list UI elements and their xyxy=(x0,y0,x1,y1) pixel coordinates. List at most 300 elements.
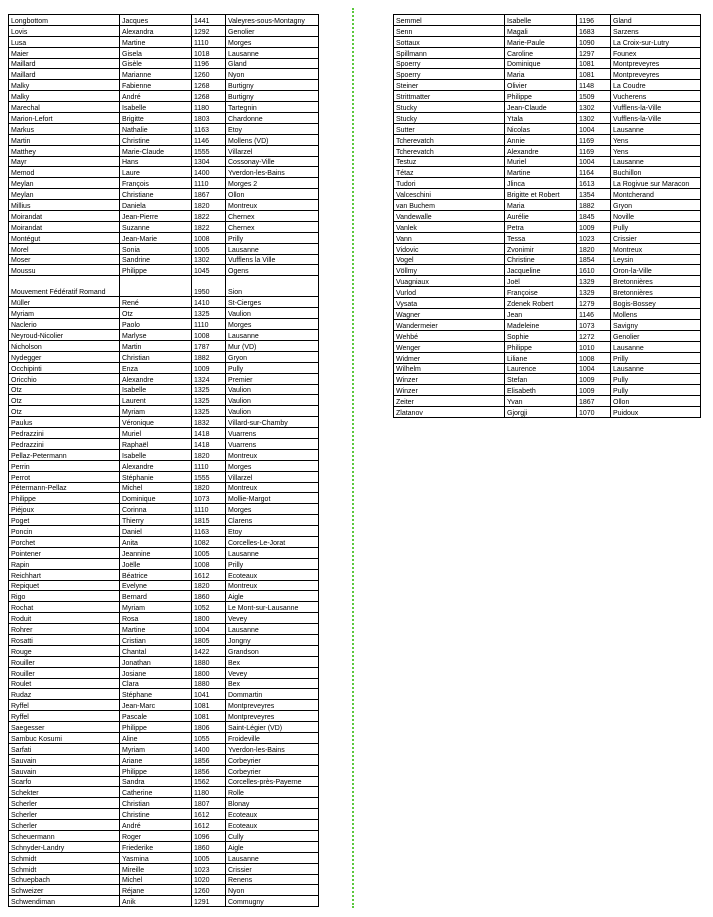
postal-code-cell: 1805 xyxy=(192,634,226,645)
last-name-cell: Rouge xyxy=(9,645,120,656)
last-name-cell: Stucky xyxy=(394,102,505,113)
first-name-cell: Dominique xyxy=(505,58,577,69)
locality-cell: Ecoteaux xyxy=(226,569,319,580)
locality-cell: Clarens xyxy=(226,515,319,526)
last-name-cell: Mouvement Fédératif Romand xyxy=(9,276,120,297)
table-row xyxy=(9,722,319,733)
locality-cell: Montpreveyres xyxy=(226,711,319,722)
postal-code-cell: 1081 xyxy=(577,58,611,69)
table-row xyxy=(9,243,319,254)
first-name-cell: Nathalie xyxy=(120,123,192,134)
locality-cell: Corcelles-près-Payerne xyxy=(226,776,319,787)
first-name-cell: Enza xyxy=(120,362,192,373)
locality-cell: Ollon xyxy=(226,189,319,200)
locality-cell: Valeyres-sous-Montagny xyxy=(226,15,319,26)
locality-cell: Pully xyxy=(611,385,701,396)
last-name-cell: Vanlek xyxy=(394,221,505,232)
last-name-cell: Maier xyxy=(9,47,120,58)
locality-cell: Pully xyxy=(611,221,701,232)
first-name-cell: Philippe xyxy=(120,765,192,776)
first-name-cell: Petra xyxy=(505,221,577,232)
last-name-cell: Pellaz-Petermann xyxy=(9,449,120,460)
first-name-cell: Philippe xyxy=(120,265,192,276)
locality-cell: Montreux xyxy=(226,449,319,460)
first-name-cell: Jean xyxy=(505,309,577,320)
locality-cell: Chardonne xyxy=(226,113,319,124)
locality-cell: Crissier xyxy=(611,232,701,243)
first-name-cell: Christine xyxy=(120,134,192,145)
postal-code-cell: 1260 xyxy=(192,885,226,896)
postal-code-cell: 1010 xyxy=(577,341,611,352)
locality-cell: Etoy xyxy=(226,123,319,134)
postal-code-cell: 1045 xyxy=(192,265,226,276)
first-name-cell: Daniel xyxy=(120,526,192,537)
postal-code-cell: 1163 xyxy=(192,123,226,134)
postal-code-cell: 1509 xyxy=(577,91,611,102)
first-name-cell: Thierry xyxy=(120,515,192,526)
last-name-cell: Otz xyxy=(9,384,120,395)
first-name-cell: Jacqueline xyxy=(505,265,577,276)
table-row xyxy=(9,754,319,765)
table-row xyxy=(9,178,319,189)
last-name-cell: Marion-Lefort xyxy=(9,113,120,124)
first-name-cell: Suzanne xyxy=(120,221,192,232)
table-row xyxy=(9,613,319,624)
postal-code-cell: 1005 xyxy=(192,852,226,863)
locality-cell: Bogis-Bossey xyxy=(611,298,701,309)
table-row xyxy=(9,330,319,341)
postal-code-cell: 1008 xyxy=(192,232,226,243)
locality-cell: Lausanne xyxy=(226,47,319,58)
last-name-cell: Wenger xyxy=(394,341,505,352)
last-name-cell: Winzer xyxy=(394,385,505,396)
first-name-cell: Isabelle xyxy=(120,384,192,395)
last-name-cell: Spoerry xyxy=(394,69,505,80)
table-row xyxy=(9,504,319,515)
postal-code-cell: 1004 xyxy=(577,363,611,374)
first-name-cell: Marlyse xyxy=(120,330,192,341)
table-row xyxy=(9,113,319,124)
first-name-cell: Isabelle xyxy=(505,15,577,26)
postal-code-cell: 1082 xyxy=(192,536,226,547)
last-name-cell: Longbottom xyxy=(9,15,120,26)
last-name-cell: Tétaz xyxy=(394,167,505,178)
postal-code-cell: 1400 xyxy=(192,743,226,754)
last-name-cell: Meylan xyxy=(9,189,120,200)
first-name-cell: Anik xyxy=(120,896,192,907)
table-row xyxy=(9,743,319,754)
last-name-cell: Moussu xyxy=(9,265,120,276)
locality-cell: Chernex xyxy=(226,221,319,232)
locality-cell: St-Cierges xyxy=(226,297,319,308)
first-name-cell: Stéphane xyxy=(120,689,192,700)
locality-cell: Lausanne xyxy=(611,341,701,352)
first-name-cell: Alexandra xyxy=(120,25,192,36)
last-name-cell: Myriam xyxy=(9,308,120,319)
first-name-cell: Stéphanie xyxy=(120,471,192,482)
first-name-cell: Christian xyxy=(120,351,192,362)
locality-cell: Montpreveyres xyxy=(611,58,701,69)
last-name-cell: Poget xyxy=(9,515,120,526)
table-row xyxy=(394,407,701,418)
postal-code-cell: 1612 xyxy=(192,569,226,580)
locality-cell: Vaulion xyxy=(226,406,319,417)
last-name-cell: Neyroud-Nicolier xyxy=(9,330,120,341)
postal-code-cell: 1196 xyxy=(577,15,611,26)
last-name-cell: Rohrer xyxy=(9,624,120,635)
last-name-cell: Moirandat xyxy=(9,211,120,222)
table-row xyxy=(394,15,701,26)
first-name-cell: Martin xyxy=(120,340,192,351)
table-row xyxy=(9,406,319,417)
first-name-cell: Philippe xyxy=(505,91,577,102)
last-name-cell: Nydegger xyxy=(9,351,120,362)
locality-cell: Vaulion xyxy=(226,395,319,406)
postal-code-cell: 1163 xyxy=(192,526,226,537)
postal-code-cell: 1169 xyxy=(577,134,611,145)
table-row xyxy=(9,678,319,689)
first-name-cell: Aurélie xyxy=(505,211,577,222)
last-name-cell: Otz xyxy=(9,406,120,417)
table-row xyxy=(394,36,701,47)
last-name-cell: Müller xyxy=(9,297,120,308)
table-row xyxy=(9,254,319,265)
table-row xyxy=(9,167,319,178)
first-name-cell: Isabelle xyxy=(120,449,192,460)
locality-cell: Sion xyxy=(226,276,319,297)
locality-cell: Founex xyxy=(611,47,701,58)
postal-code-cell: 1005 xyxy=(192,547,226,558)
locality-cell: Lausanne xyxy=(611,123,701,134)
locality-cell: Tartegnin xyxy=(226,102,319,113)
postal-code-cell: 1422 xyxy=(192,645,226,656)
first-name-cell: Maria xyxy=(505,69,577,80)
table-row xyxy=(9,340,319,351)
postal-code-cell: 1354 xyxy=(577,189,611,200)
locality-cell: Lausanne xyxy=(226,243,319,254)
postal-code-cell: 1820 xyxy=(192,200,226,211)
table-row xyxy=(394,319,701,330)
locality-cell: Morges xyxy=(226,460,319,471)
locality-cell: Yverdon-les-Bains xyxy=(226,167,319,178)
locality-cell: Aigle xyxy=(226,841,319,852)
table-row xyxy=(9,841,319,852)
first-name-cell: Marie-Paule xyxy=(505,36,577,47)
last-name-cell: Saegesser xyxy=(9,722,120,733)
last-name-cell: Rigo xyxy=(9,591,120,602)
last-name-cell: Oricchio xyxy=(9,373,120,384)
first-name-cell: Bernard xyxy=(120,591,192,602)
postal-code-cell: 1950 xyxy=(192,276,226,297)
first-name-cell: Jlinca xyxy=(505,178,577,189)
last-name-cell: Rouiller xyxy=(9,656,120,667)
first-name-cell: Sandra xyxy=(120,776,192,787)
locality-cell: Prilly xyxy=(611,352,701,363)
table-row xyxy=(9,885,319,896)
first-name-cell: Yasmina xyxy=(120,852,192,863)
last-name-cell: Meylan xyxy=(9,178,120,189)
postal-code-cell: 1009 xyxy=(577,385,611,396)
table-row xyxy=(394,47,701,58)
postal-code-cell: 1052 xyxy=(192,602,226,613)
last-name-cell: Morel xyxy=(9,243,120,254)
last-name-cell: Rudaz xyxy=(9,689,120,700)
first-name-cell: Gisèle xyxy=(120,58,192,69)
last-name-cell: Vurlod xyxy=(394,287,505,298)
locality-cell: Morges 2 xyxy=(226,178,319,189)
first-name-cell: Otz xyxy=(120,308,192,319)
locality-cell: Montreux xyxy=(226,200,319,211)
postal-code-cell: 1008 xyxy=(192,558,226,569)
first-name-cell: Sandrine xyxy=(120,254,192,265)
table-row xyxy=(9,634,319,645)
table-row xyxy=(394,58,701,69)
first-name-cell: Friederike xyxy=(120,841,192,852)
first-name-cell: Philippe xyxy=(505,341,577,352)
last-name-cell: Pedrazzini xyxy=(9,438,120,449)
last-name-cell: Schekter xyxy=(9,787,120,798)
locality-cell: Buchillon xyxy=(611,167,701,178)
first-name-cell: Alexandre xyxy=(505,145,577,156)
table-row xyxy=(394,330,701,341)
first-name-cell: Sonia xyxy=(120,243,192,254)
table-row xyxy=(9,362,319,373)
locality-cell: Ogens xyxy=(226,265,319,276)
last-name-cell: Pedrazzini xyxy=(9,428,120,439)
last-name-cell: Moser xyxy=(9,254,120,265)
first-name-cell: Christiane xyxy=(120,189,192,200)
postal-code-cell: 1418 xyxy=(192,428,226,439)
locality-cell: Mur (VD) xyxy=(226,340,319,351)
table-row xyxy=(9,591,319,602)
table-row xyxy=(394,298,701,309)
postal-code-cell: 1325 xyxy=(192,384,226,395)
table-row xyxy=(9,809,319,820)
table-row xyxy=(9,25,319,36)
last-name-cell: Malky xyxy=(9,91,120,102)
first-name-cell: Maria xyxy=(505,200,577,211)
table-row xyxy=(394,341,701,352)
locality-cell: Corcelles-Le-Jorat xyxy=(226,536,319,547)
locality-cell: Vufflens-la-Ville xyxy=(611,113,701,124)
locality-cell: Savigny xyxy=(611,319,701,330)
postal-code-cell: 1302 xyxy=(577,113,611,124)
postal-code-cell: 1148 xyxy=(577,80,611,91)
postal-code-cell: 1325 xyxy=(192,406,226,417)
postal-code-cell: 1004 xyxy=(577,156,611,167)
postal-code-cell: 1329 xyxy=(577,287,611,298)
locality-cell: Le Mont-sur-Lausanne xyxy=(226,602,319,613)
last-name-cell: Lusa xyxy=(9,36,120,47)
locality-cell: Chernex xyxy=(226,211,319,222)
table-row xyxy=(9,558,319,569)
postal-code-cell: 1304 xyxy=(192,156,226,167)
column-divider xyxy=(352,8,354,908)
first-name-cell: Alexandre xyxy=(120,373,192,384)
table-row xyxy=(9,460,319,471)
first-name-cell: Jean-Marie xyxy=(120,232,192,243)
table-row xyxy=(394,254,701,265)
table-row xyxy=(394,211,701,222)
postal-code-cell: 1610 xyxy=(577,265,611,276)
table-row xyxy=(394,25,701,36)
table-row xyxy=(9,711,319,722)
last-name-cell: Tcherevatch xyxy=(394,145,505,156)
last-name-cell: van Buchem xyxy=(394,200,505,211)
table-row xyxy=(9,787,319,798)
postal-code-cell: 1279 xyxy=(577,298,611,309)
table-row xyxy=(9,526,319,537)
last-name-cell: Scherler xyxy=(9,798,120,809)
table-row xyxy=(394,363,701,374)
postal-code-cell: 1867 xyxy=(577,396,611,407)
last-name-cell: Vandewalle xyxy=(394,211,505,222)
last-name-cell: Tcherevatch xyxy=(394,134,505,145)
table-row xyxy=(9,536,319,547)
table-row xyxy=(9,91,319,102)
postal-code-cell: 1441 xyxy=(192,15,226,26)
first-name-cell: Marie-Claude xyxy=(120,145,192,156)
postal-code-cell: 1110 xyxy=(192,178,226,189)
table-row xyxy=(9,156,319,167)
first-name-cell: Muriel xyxy=(120,428,192,439)
first-name-cell: Dominique xyxy=(120,493,192,504)
last-name-cell: Montégut xyxy=(9,232,120,243)
postal-code-cell: 1882 xyxy=(577,200,611,211)
locality-cell: Aigle xyxy=(226,591,319,602)
locality-cell: Burtigny xyxy=(226,80,319,91)
table-row xyxy=(394,113,701,124)
first-name-cell: Evelyne xyxy=(120,580,192,591)
table-row xyxy=(394,265,701,276)
last-name-cell: Tudori xyxy=(394,178,505,189)
postal-code-cell: 1169 xyxy=(577,145,611,156)
locality-cell: Villarzel xyxy=(226,145,319,156)
postal-code-cell: 1009 xyxy=(577,221,611,232)
postal-code-cell: 1023 xyxy=(577,232,611,243)
locality-cell: Jongny xyxy=(226,634,319,645)
first-name-cell: Cristian xyxy=(120,634,192,645)
table-row xyxy=(394,167,701,178)
locality-cell: Nyon xyxy=(226,885,319,896)
last-name-cell: Porchet xyxy=(9,536,120,547)
last-name-cell: Otz xyxy=(9,395,120,406)
first-name-cell: Daniela xyxy=(120,200,192,211)
last-name-cell: Scheuermann xyxy=(9,831,120,842)
last-name-cell: Matthey xyxy=(9,145,120,156)
first-name-cell: Myriam xyxy=(120,743,192,754)
first-name-cell: Christian xyxy=(120,798,192,809)
first-name-cell: Catherine xyxy=(120,787,192,798)
first-name-cell: Gjorgji xyxy=(505,407,577,418)
first-name-cell: Clara xyxy=(120,678,192,689)
table-row xyxy=(9,874,319,885)
table-row xyxy=(9,36,319,47)
postal-code-cell: 1005 xyxy=(192,243,226,254)
table-row xyxy=(9,47,319,58)
postal-code-cell: 1110 xyxy=(192,36,226,47)
locality-cell: Lausanne xyxy=(226,330,319,341)
table-row xyxy=(394,276,701,287)
last-name-cell: Spoerry xyxy=(394,58,505,69)
last-name-cell: Zeiter xyxy=(394,396,505,407)
table-row xyxy=(9,624,319,635)
last-name-cell: Völlmy xyxy=(394,265,505,276)
locality-cell: Bretonnières xyxy=(611,287,701,298)
postal-code-cell: 1845 xyxy=(577,211,611,222)
table-row xyxy=(9,15,319,26)
first-name-cell: Myriam xyxy=(120,406,192,417)
table-row xyxy=(9,69,319,80)
locality-cell: Lausanne xyxy=(611,363,701,374)
first-name-cell: Pascale xyxy=(120,711,192,722)
last-name-cell: Roulet xyxy=(9,678,120,689)
postal-code-cell: 1800 xyxy=(192,613,226,624)
table-row xyxy=(9,449,319,460)
postal-code-cell: 1324 xyxy=(192,373,226,384)
first-name-cell: Brigitte xyxy=(120,113,192,124)
last-name-cell: Ryffel xyxy=(9,700,120,711)
first-name-cell: Martine xyxy=(505,167,577,178)
postal-code-cell: 1302 xyxy=(192,254,226,265)
locality-cell: Leysin xyxy=(611,254,701,265)
first-name-cell: Michel xyxy=(120,482,192,493)
postal-code-cell: 1800 xyxy=(192,667,226,678)
table-row xyxy=(9,689,319,700)
locality-cell: Blonay xyxy=(226,798,319,809)
last-name-cell: Philippe xyxy=(9,493,120,504)
table-row xyxy=(394,134,701,145)
first-name-cell: Madeleine xyxy=(505,319,577,330)
postal-code-cell: 1822 xyxy=(192,221,226,232)
table-row xyxy=(9,265,319,276)
last-name-cell: Memod xyxy=(9,167,120,178)
first-name-cell: Olivier xyxy=(505,80,577,91)
locality-cell: Vuarrens xyxy=(226,428,319,439)
table-row xyxy=(394,145,701,156)
last-name-cell: Poncin xyxy=(9,526,120,537)
postal-code-cell: 1302 xyxy=(577,102,611,113)
first-name-cell: Corinna xyxy=(120,504,192,515)
locality-cell: Vufflens la Ville xyxy=(226,254,319,265)
postal-code-cell: 1146 xyxy=(192,134,226,145)
table-row xyxy=(394,352,701,363)
locality-cell: Vaulion xyxy=(226,384,319,395)
table-row xyxy=(9,276,319,297)
postal-code-cell: 1020 xyxy=(192,874,226,885)
first-name-cell: Sophie xyxy=(505,330,577,341)
postal-code-cell: 1297 xyxy=(577,47,611,58)
table-row xyxy=(394,385,701,396)
postal-code-cell: 1860 xyxy=(192,841,226,852)
locality-cell: Vaulion xyxy=(226,308,319,319)
locality-cell: Oron-la-Ville xyxy=(611,265,701,276)
table-row xyxy=(9,645,319,656)
locality-cell: La Coudre xyxy=(611,80,701,91)
table-row xyxy=(9,211,319,222)
last-name-cell: Senn xyxy=(394,25,505,36)
last-name-cell: Paulus xyxy=(9,417,120,428)
first-name-cell: Caroline xyxy=(505,47,577,58)
last-name-cell: Steiner xyxy=(394,80,505,91)
table-row xyxy=(394,178,701,189)
first-name-cell: Christine xyxy=(505,254,577,265)
locality-cell: Burtigny xyxy=(226,91,319,102)
postal-code-cell: 1268 xyxy=(192,80,226,91)
last-name-cell: Rouiller xyxy=(9,667,120,678)
table-row xyxy=(394,189,701,200)
last-name-cell: Martin xyxy=(9,134,120,145)
